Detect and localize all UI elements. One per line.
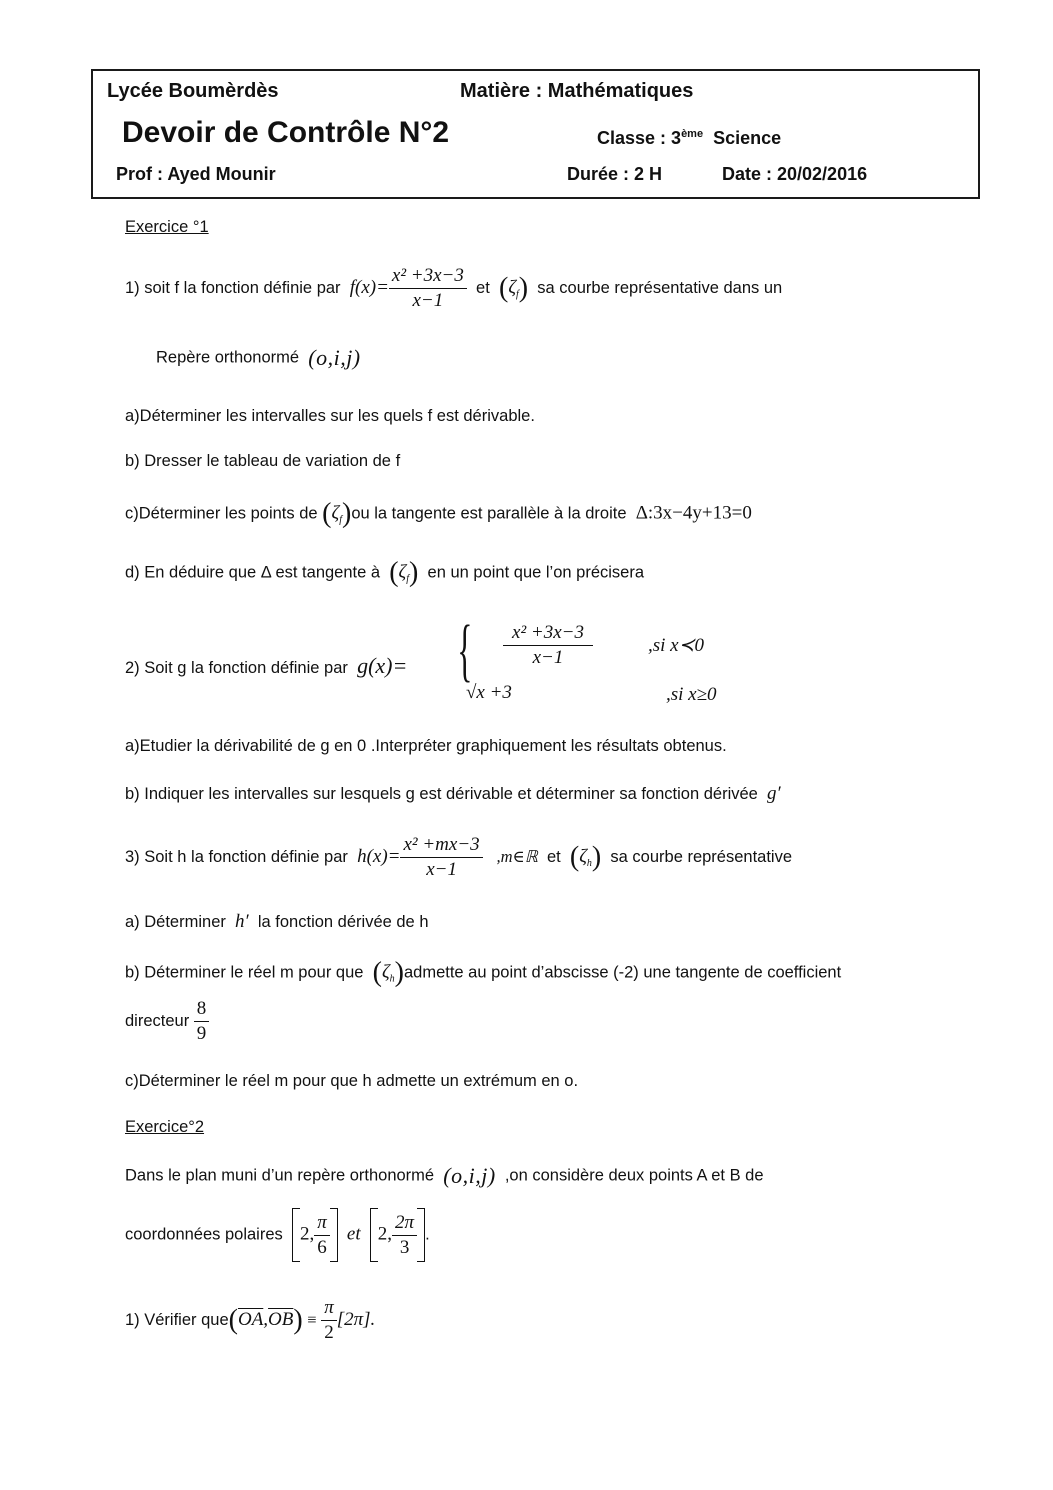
exercise1-heading: Exercice °1 — [125, 218, 209, 236]
q1-repere: Repère orthonormé (o,i,j) — [156, 345, 361, 370]
q3-b: b) Déterminer le réel m pour que $(\zeta_h)admette$ au point d’abscisse (-2) une tangente de coefficient — [125, 957, 842, 988]
repere-notation: (o,i,j) — [443, 1163, 496, 1188]
q3-a: a) Déterminer h′ la fonction dérivée de h — [125, 911, 429, 932]
q2-case1-fraction: $\frac{\text{x² +3x−3}}{x-1}$ — [503, 621, 593, 670]
q2-cond1: ,si x≺0 — [648, 635, 705, 656]
q2-cond2: ,si x≥0 — [666, 684, 717, 705]
ex2-q1: 1) Vérifier $que(\overline{OA},\overline{OB})$ ≡ $\frac{\pi}{2}$ [2π]. — [125, 1297, 376, 1343]
q2-intro: 2) Soit g la fonction définie par g(x)= — [125, 653, 408, 678]
duration: Durée : 2 H — [567, 164, 663, 184]
q1-statement: 1) soit f la fonction définie par f(x)= $\frac{\text{x² +3x−3}}{x-1}$ et $(\zeta_f)$ sa courbe représentative dans un — [125, 265, 783, 311]
subject: Matière : Mathématiques — [460, 80, 694, 102]
q2-case2: √x +3 — [466, 682, 512, 703]
exercise2-heading: Exercice°2 — [125, 1118, 205, 1136]
ex2-polar-coords: coordonnées polaires 2, $\frac{\pi}{6}$ et 2, $\frac{2\pi}{3}$ . — [125, 1208, 430, 1262]
piecewise-brace: { — [457, 612, 473, 689]
q3-c: c)Déterminer le réel m pour que h admette un extrémum en o. — [125, 1072, 579, 1090]
teacher: Prof : Ayed Mounir — [116, 164, 276, 184]
repere-notation: (o,i,j) — [308, 345, 361, 370]
ex2-intro: Dans le plan muni d’un repère orthonormé (o,i,j) ,on considère deux points A et B de — [125, 1163, 764, 1188]
q3-statement: 3) Soit h la fonction définie par h(x)= $\frac{\text{x² +mx−3}}{x-1}$ ,m∈ℝ et $(\zeta_h)$ sa courbe représentative — [125, 834, 793, 880]
q2-b: b) Indiquer les intervalles sur lesquels g est dérivable et déterminer sa fonction dérivée g′ — [125, 783, 781, 804]
class-label: Classe : 3ème Science — [597, 128, 782, 148]
q1-b: b) Dresser le tableau de variation de f — [125, 452, 401, 470]
q3-b-directeur: directeur $\frac{8}{9}$ — [125, 997, 209, 1046]
school-name: Lycée Boumèrdès — [107, 80, 279, 102]
q2-a: a)Etudier la dérivabilité de g en 0 .Interpréter graphiquement les résultats obtenus. — [125, 737, 727, 755]
exam-title: Devoir de Contrôle N°2 — [122, 116, 450, 149]
date: Date : 20/02/2016 — [722, 164, 868, 184]
q1-c: c)Déterminer les points de $(\zeta_f)ou$ la tangente est parallèle à la droite Δ:3x−4y+13=0 — [125, 498, 752, 529]
q1-d: d) En déduire que Δ est tangente à $(\zeta_f)$ en un point que l’on précisera — [125, 557, 645, 588]
q1-a: a)Déterminer les intervalles sur les quels f est dérivable. — [125, 407, 535, 425]
